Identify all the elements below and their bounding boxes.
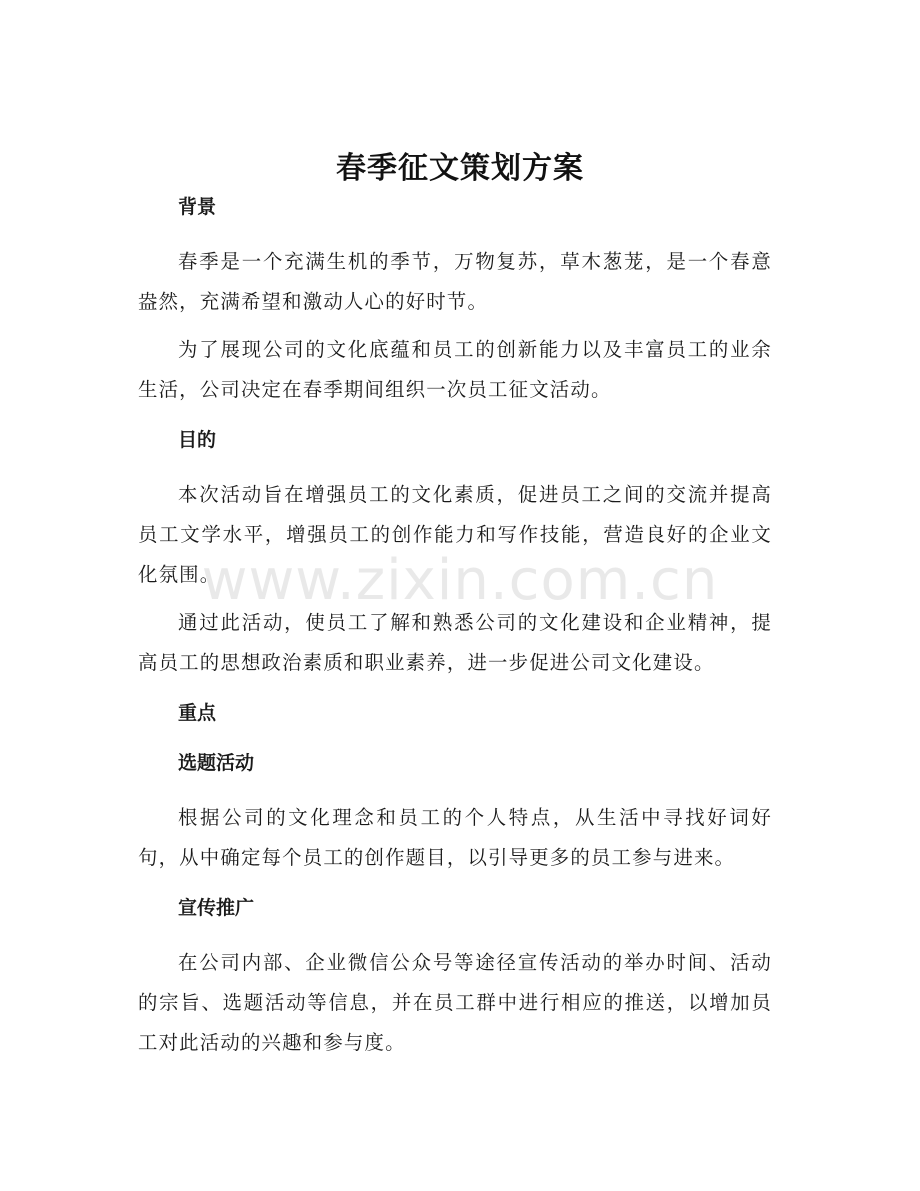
section-heading-background: 背景 (178, 196, 217, 218)
section-heading-focus: 重点 (178, 702, 217, 724)
watermark: www.zixin.com.cn (201, 548, 719, 613)
section-heading-purpose: 目的 (178, 429, 217, 451)
background-paragraph-2: 为了展现公司的文化底蕴和员工的创新能力以及丰富员工的业余生活，公司决定在春季期间组织一次员工征文活动。 (138, 338, 772, 401)
section-heading-topic-activity: 选题活动 (178, 752, 255, 774)
purpose-paragraph-1: 本次活动旨在增强员工的文化素质，促进员工之间的交流并提高员工文学水平，增强员工的创作能力和写作技能，营造良好的企业文化氛围。 (138, 483, 772, 586)
document-title: 春季征文策划方案 (336, 151, 584, 186)
purpose-paragraph-2: 通过此活动，使员工了解和熟悉公司的文化建设和企业精神，提高员工的思想政治素质和职业素养，进一步促进公司文化建设。 (138, 611, 772, 674)
document-body (138, 194, 772, 1063)
topic-activity-paragraph-1: 根据公司的文化理念和员工的个人特点，从生活中寻找好词好句，从中确定每个员工的创作题目，以引导更多的员工参与进来。 (138, 806, 772, 869)
section-heading-promotion: 宣传推广 (178, 897, 255, 919)
background-paragraph-1: 春季是一个充满生机的季节，万物复苏，草木葱茏，是一个春意盎然，充满希望和激动人心的好时节。 (138, 250, 772, 313)
promotion-paragraph-1: 在公司内部、企业微信公众号等途径宣传活动的举办时间、活动的宗旨、选题活动等信息，并在员工群中进行相应的推送，以增加员工对此活动的兴趣和参与度。 (138, 951, 772, 1054)
